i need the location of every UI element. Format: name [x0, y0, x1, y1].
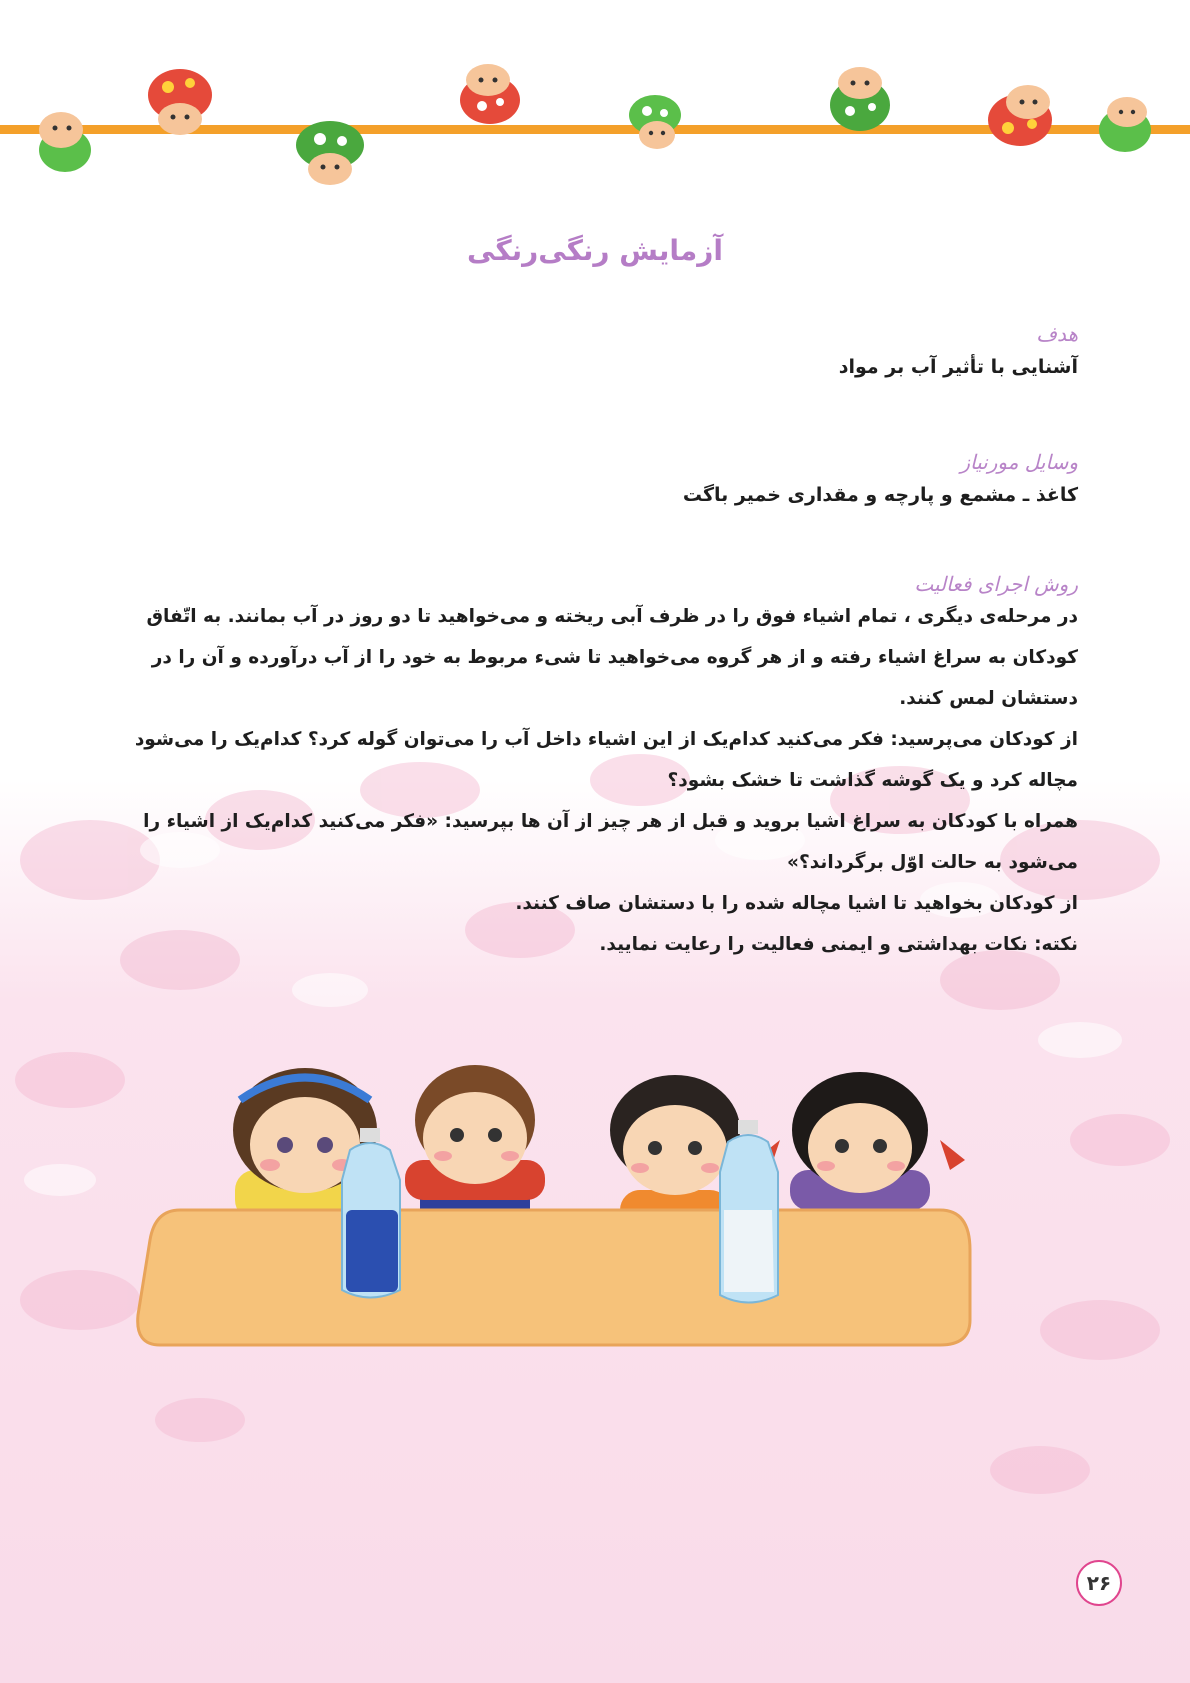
- page-title: آزمایش رنگی‌رنگی: [467, 234, 723, 267]
- children-table-illustration: [110, 1060, 1070, 1480]
- procedure-paragraph: از کودکان بخواهید تا اشیا مچاله شده را با دستشان صاف کنند.: [515, 893, 1078, 914]
- procedure-note: نکته: نکات بهداشتی و ایمنی فعالیت را رعایت نمایید.: [599, 934, 1078, 955]
- bottle-with-fabric: [342, 1128, 400, 1298]
- procedure-section: [108, 572, 1078, 965]
- mushroom-header-decoration: [0, 40, 1190, 200]
- table: [138, 1210, 970, 1345]
- goal-heading: هدف: [1036, 322, 1078, 346]
- goal-section: [108, 322, 1078, 378]
- materials-heading: وسایل مورنیاز: [960, 450, 1078, 474]
- materials-text: کاغذ ـ مشمع و پارچه و مقداری خمیر باگت: [682, 484, 1078, 506]
- materials-section: [108, 450, 1078, 506]
- bottle-with-paper: [720, 1120, 778, 1303]
- procedure-paragraph: از کودکان می‌پرسید: فکر می‌کنید کدام‌یک از این اشیاء داخل آب را می‌توان گوله کرد؟ کدام‌یک را می‌شود مچاله کرد و یک گوشه گذاشت تا خشک بشود؟: [134, 729, 1078, 791]
- page-number: ۲۶: [1076, 1560, 1122, 1606]
- procedure-heading: روش اجرای فعالیت: [914, 572, 1078, 596]
- procedure-paragraph: همراه با کودکان به سراغ اشیا بروید و قبل از هر چیز از آن ها بپرسید: «فکر می‌کنید کدام‌یک از اشیاء را می‌شود به حالت اوّل برگرداند؟»: [143, 811, 1078, 873]
- procedure-paragraph: در مرحله‌ی دیگری ، تمام اشیاء فوق را در ظرف آبی ریخته و می‌خواهید تا دو روز در آب بمانند. به اتّفاق کودکان به سراغ اشیاء رفته و از هر گروه می‌خواهید تا شیء مربوط به خود را از آب درآورده و آن را در دستشان لمس کنند.: [146, 606, 1078, 709]
- goal-text: آشنایی با تأثیر آب بر مواد: [838, 356, 1078, 378]
